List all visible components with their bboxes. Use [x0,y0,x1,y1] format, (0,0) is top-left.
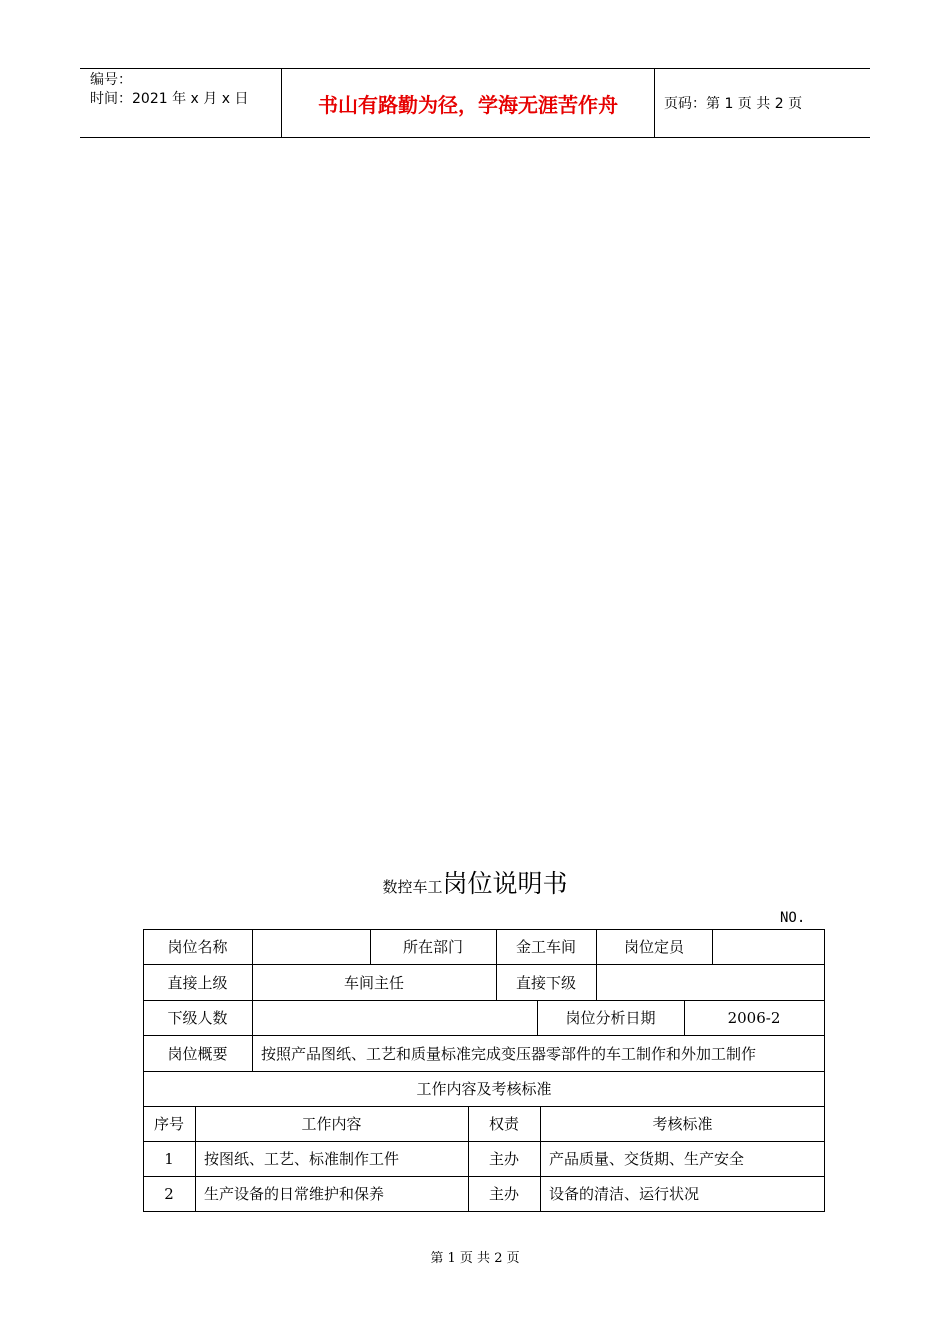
headcount-label: 岗位定员 [623,938,684,956]
section-title: 工作内容及考核标准 [416,1080,552,1098]
document-header [80,68,870,138]
no-label: NO. [780,910,806,926]
col-header-role: 权责 [488,1115,519,1133]
time-label: 时间：2021 年 x 月 x 日 [90,91,249,107]
row-role: 主办 [488,1185,519,1203]
number-label: 编号： [90,72,132,88]
col-header-no: 序号 [153,1115,184,1133]
subordinate-label: 直接下级 [515,973,576,992]
col-header-content: 工作内容 [301,1115,362,1133]
headcount-value [712,929,824,964]
row-standard: 设备的清洁、运行状况 [549,1185,700,1203]
row-content: 生产设备的日常维护和保养 [204,1185,385,1203]
row-no: 2 [164,1184,174,1203]
job-description-table [143,929,825,1212]
analysis-date-value: 2006-2 [727,1008,781,1027]
row-no: 1 [164,1149,174,1168]
subordinate-value [596,964,824,1000]
page-info: 页码：第 1 页 共 2 页 [664,96,803,112]
dept-value: 金工车间 [515,938,576,956]
summary-value: 按照产品图纸、工艺和质量标准完成变压器零部件的车工制作和外加工制作 [261,1044,757,1063]
sub-count-label: 下级人数 [167,1009,228,1027]
superior-value: 车间主任 [343,973,404,992]
page-footer: 第 1 页 共 2 页 [430,1251,520,1266]
title-main: 岗位说明书 [442,869,568,898]
col-header-standard: 考核标准 [652,1115,713,1133]
row-role: 主办 [488,1150,519,1168]
summary-label: 岗位概要 [167,1044,228,1063]
motto: 书山有路勤为径，学海无涯苦作舟 [282,69,655,137]
row-content: 按图纸、工艺、标准制作工件 [204,1150,400,1168]
post-name-label: 岗位名称 [167,938,228,956]
superior-label: 直接上级 [167,973,228,992]
analysis-date-label: 岗位分析日期 [565,1009,656,1027]
title-prefix: 数控车工 [382,878,443,896]
header-meta [80,69,282,137]
row-standard: 产品质量、交货期、生产安全 [549,1150,745,1168]
sub-count-value [252,1000,537,1035]
document-title [0,864,950,900]
dept-label: 所在部门 [402,938,463,956]
post-name-value [252,929,370,964]
